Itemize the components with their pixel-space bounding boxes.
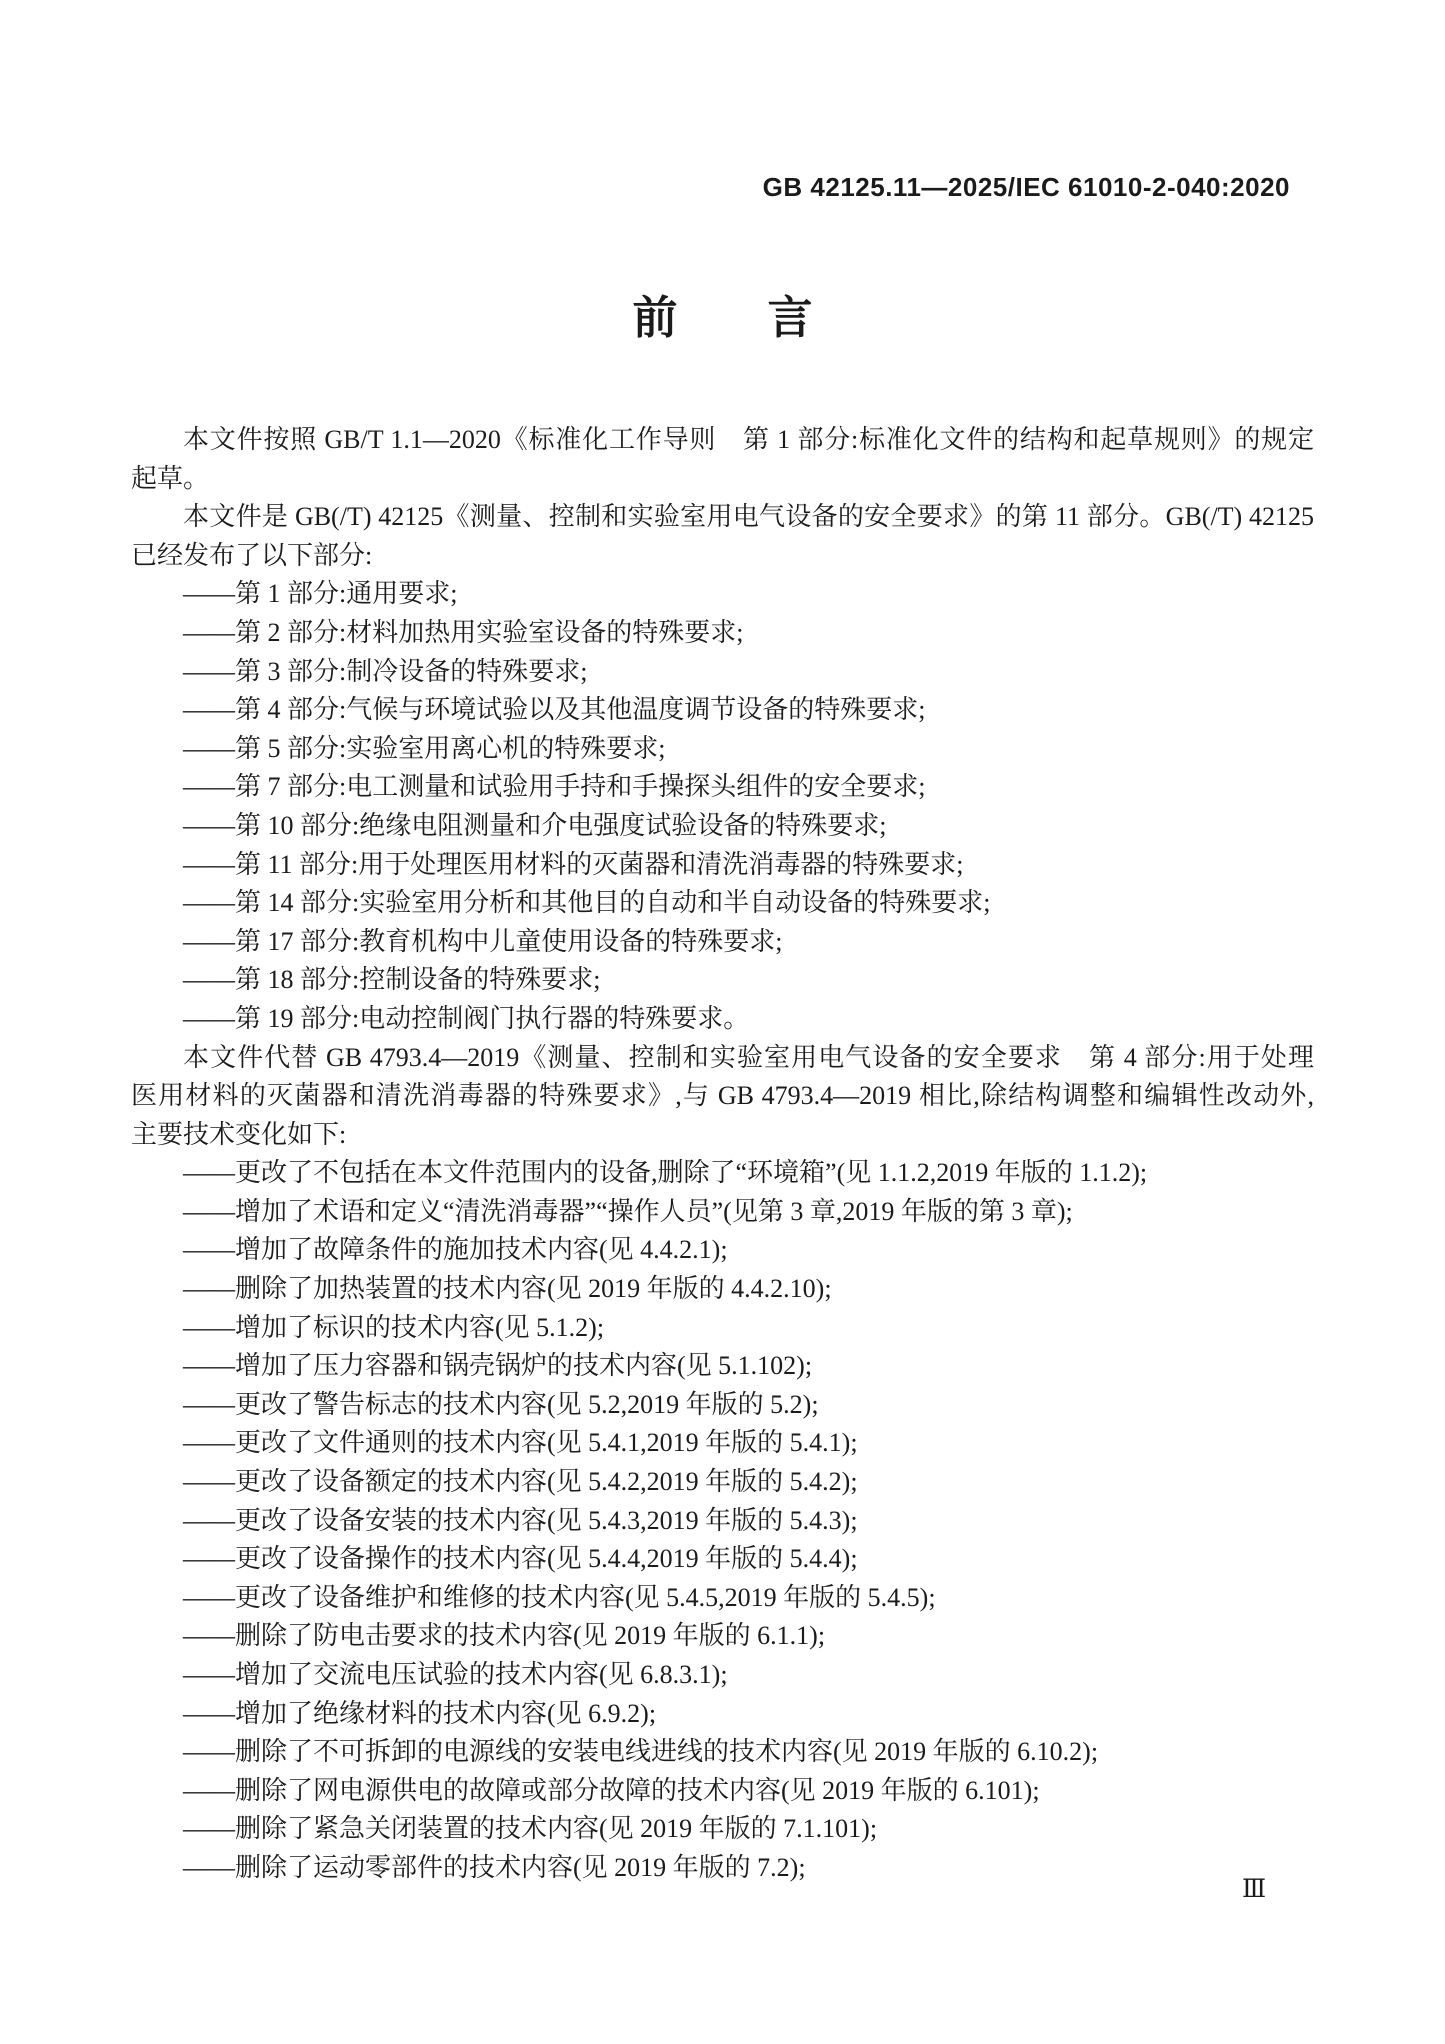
parts-list-item: ——第 14 部分:实验室用分析和其他目的自动和半自动设备的特殊要求; — [183, 888, 991, 918]
replace-paragraph-line: 本文件代替 GB 4793.4—2019《测量、控制和实验室用电气设备的安全要求 第 4 部分:用于处理 — [183, 1042, 1314, 1072]
changes-list-item: ——更改了不包括在本文件范围内的设备,删除了“环境箱”(见 1.1.2,2019 年版的 1.1.2); — [183, 1158, 1148, 1188]
parts-list-item: ——第 2 部分:材料加热用实验室设备的特殊要求; — [183, 617, 744, 647]
parts-list-item: ——第 17 部分:教育机构中儿童使用设备的特殊要求; — [183, 926, 783, 956]
intro-paragraph-line: 已经发布了以下部分: — [131, 540, 373, 570]
changes-list-item: ——增加了交流电压试验的技术内容(见 6.8.3.1); — [183, 1660, 728, 1689]
intro-paragraph-line: 本文件按照 GB/T 1.1—2020《标准化工作导则 第 1 部分:标准化文件的结构和起草规则》的规定 — [183, 425, 1314, 454]
intro-paragraph-line: 起草。 — [131, 463, 210, 493]
replace-paragraph-line: 主要技术变化如下: — [131, 1119, 347, 1149]
changes-list-item: ——更改了文件通则的技术内容(见 5.4.1,2019 年版的 5.4.1); — [183, 1428, 858, 1458]
changes-list-item: ——增加了术语和定义“清洗消毒器”“操作人员”(见第 3 章,2019 年版的第 3 章); — [183, 1196, 1073, 1226]
replace-paragraph-line: 医用材料的灭菌器和清洗消毒器的特殊要求》,与 GB 4793.4—2019 相比,除结构调整和编辑性改动外, — [131, 1081, 1314, 1111]
changes-list-item: ——删除了防电击要求的技术内容(见 2019 年版的 6.1.1); — [183, 1621, 826, 1651]
parts-list-item: ——第 3 部分:制冷设备的特殊要求; — [183, 656, 588, 686]
parts-list-item: ——第 7 部分:电工测量和试验用手持和手操探头组件的安全要求; — [183, 772, 926, 802]
changes-list-item: ——更改了设备操作的技术内容(见 5.4.4,2019 年版的 5.4.4); — [183, 1544, 858, 1574]
changes-list-item: ——删除了不可拆卸的电源线的安装电线进线的技术内容(见 2019 年版的 6.10.2); — [183, 1737, 1099, 1767]
parts-list-item: ——第 19 部分:电动控制阀门执行器的特殊要求。 — [183, 1003, 750, 1033]
page-number: Ⅲ — [1241, 1876, 1267, 1903]
changes-list-item: ——删除了网电源供电的故障或部分故障的技术内容(见 2019 年版的 6.101); — [183, 1775, 1040, 1805]
changes-list-item: ——更改了警告标志的技术内容(见 5.2,2019 年版的 5.2); — [183, 1389, 819, 1419]
changes-list-item: ——删除了加热装置的技术内容(见 2019 年版的 4.4.2.10); — [183, 1274, 832, 1304]
changes-list-item: ——增加了故障条件的施加技术内容(见 4.4.2.1); — [183, 1235, 728, 1265]
parts-list-item: ——第 5 部分:实验室用离心机的特殊要求; — [183, 733, 666, 763]
changes-list-item: ——增加了标识的技术内容(见 5.1.2); — [183, 1312, 605, 1342]
changes-list-item: ——更改了设备维护和维修的技术内容(见 5.4.5,2019 年版的 5.4.5); — [183, 1582, 936, 1612]
parts-list-item: ——第 18 部分:控制设备的特殊要求; — [183, 965, 601, 995]
parts-list-item: ——第 4 部分:气候与环境试验以及其他温度调节设备的特殊要求; — [183, 695, 926, 725]
intro-paragraph-line: 本文件是 GB(/T) 42125《测量、控制和实验室用电气设备的安全要求》的第 11 部分。GB(/T) 42125 — [183, 502, 1314, 532]
foreword-body — [131, 421, 1314, 1888]
parts-list-item: ——第 11 部分:用于处理医用材料的灭菌器和清洗消毒器的特殊要求; — [183, 849, 964, 879]
changes-list-item: ——更改了设备安装的技术内容(见 5.4.3,2019 年版的 5.4.3); — [183, 1505, 858, 1535]
changes-list-item: ——增加了压力容器和锅壳锅炉的技术内容(见 5.1.102); — [183, 1351, 813, 1381]
changes-list-item: ——增加了绝缘材料的技术内容(见 6.9.2); — [183, 1698, 657, 1728]
changes-list-item: ——更改了设备额定的技术内容(见 5.4.2,2019 年版的 5.4.2); — [183, 1467, 858, 1497]
parts-list-item: ——第 10 部分:绝缘电阻测量和介电强度试验设备的特殊要求; — [183, 810, 887, 840]
changes-list-item: ——删除了紧急关闭装置的技术内容(见 2019 年版的 7.1.101); — [183, 1814, 878, 1844]
changes-list-item: ——删除了运动零部件的技术内容(见 2019 年版的 7.2); — [183, 1852, 806, 1882]
foreword-title: 前 言 — [632, 292, 813, 343]
standard-number-header: GB 42125.11—2025/IEC 61010-2-040:2020 — [762, 172, 1290, 202]
parts-list-item: ——第 1 部分:通用要求; — [183, 579, 458, 609]
